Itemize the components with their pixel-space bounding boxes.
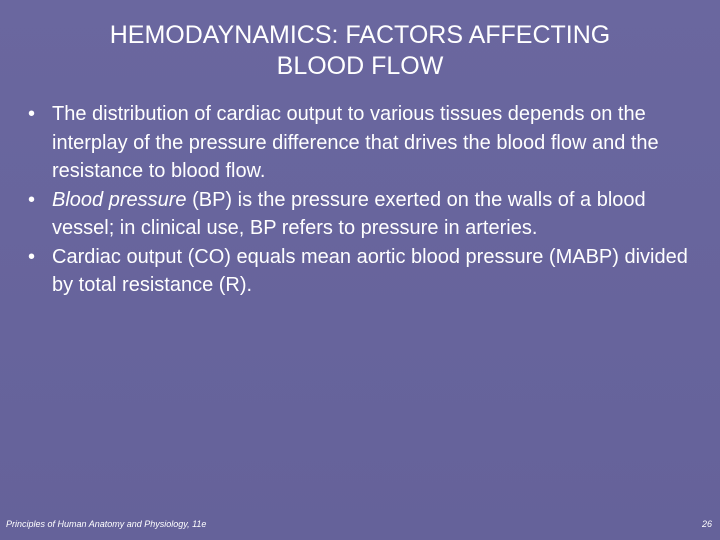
bullet-text: Cardiac output (CO) equals mean aortic blood pressure (MABP) divided by total resistance (R). [52,245,688,296]
bullet-list [24,100,696,300]
bullet-emphasis: Blood pressure [52,188,187,211]
bullet-text: The distribution of cardiac output to various tissues depends on the interplay of the pressure difference that drives the blood flow and the resistance to blood flow. [52,103,659,182]
slide-title [40,20,680,82]
bullet-item [24,243,696,300]
bullet-icon: • [28,103,36,125]
slide-title-line-2: BLOOD FLOW [276,52,444,80]
slide-title-line-1: HEMODAYNAMICS: FACTORS AFFECTING [109,21,611,49]
bullet-text: (BP) is the pressure exerted on the walls of a blood vessel; in clinical use, BP refers to pressure in arteries. [52,188,646,239]
bullet-item [24,100,696,186]
bullet-icon: • [28,188,36,211]
page-number: 26 [701,519,712,529]
bullet-item [24,186,696,243]
bullet-icon: • [28,245,36,268]
footer-source: Principles of Human Anatomy and Physiology, 11e [6,519,207,529]
